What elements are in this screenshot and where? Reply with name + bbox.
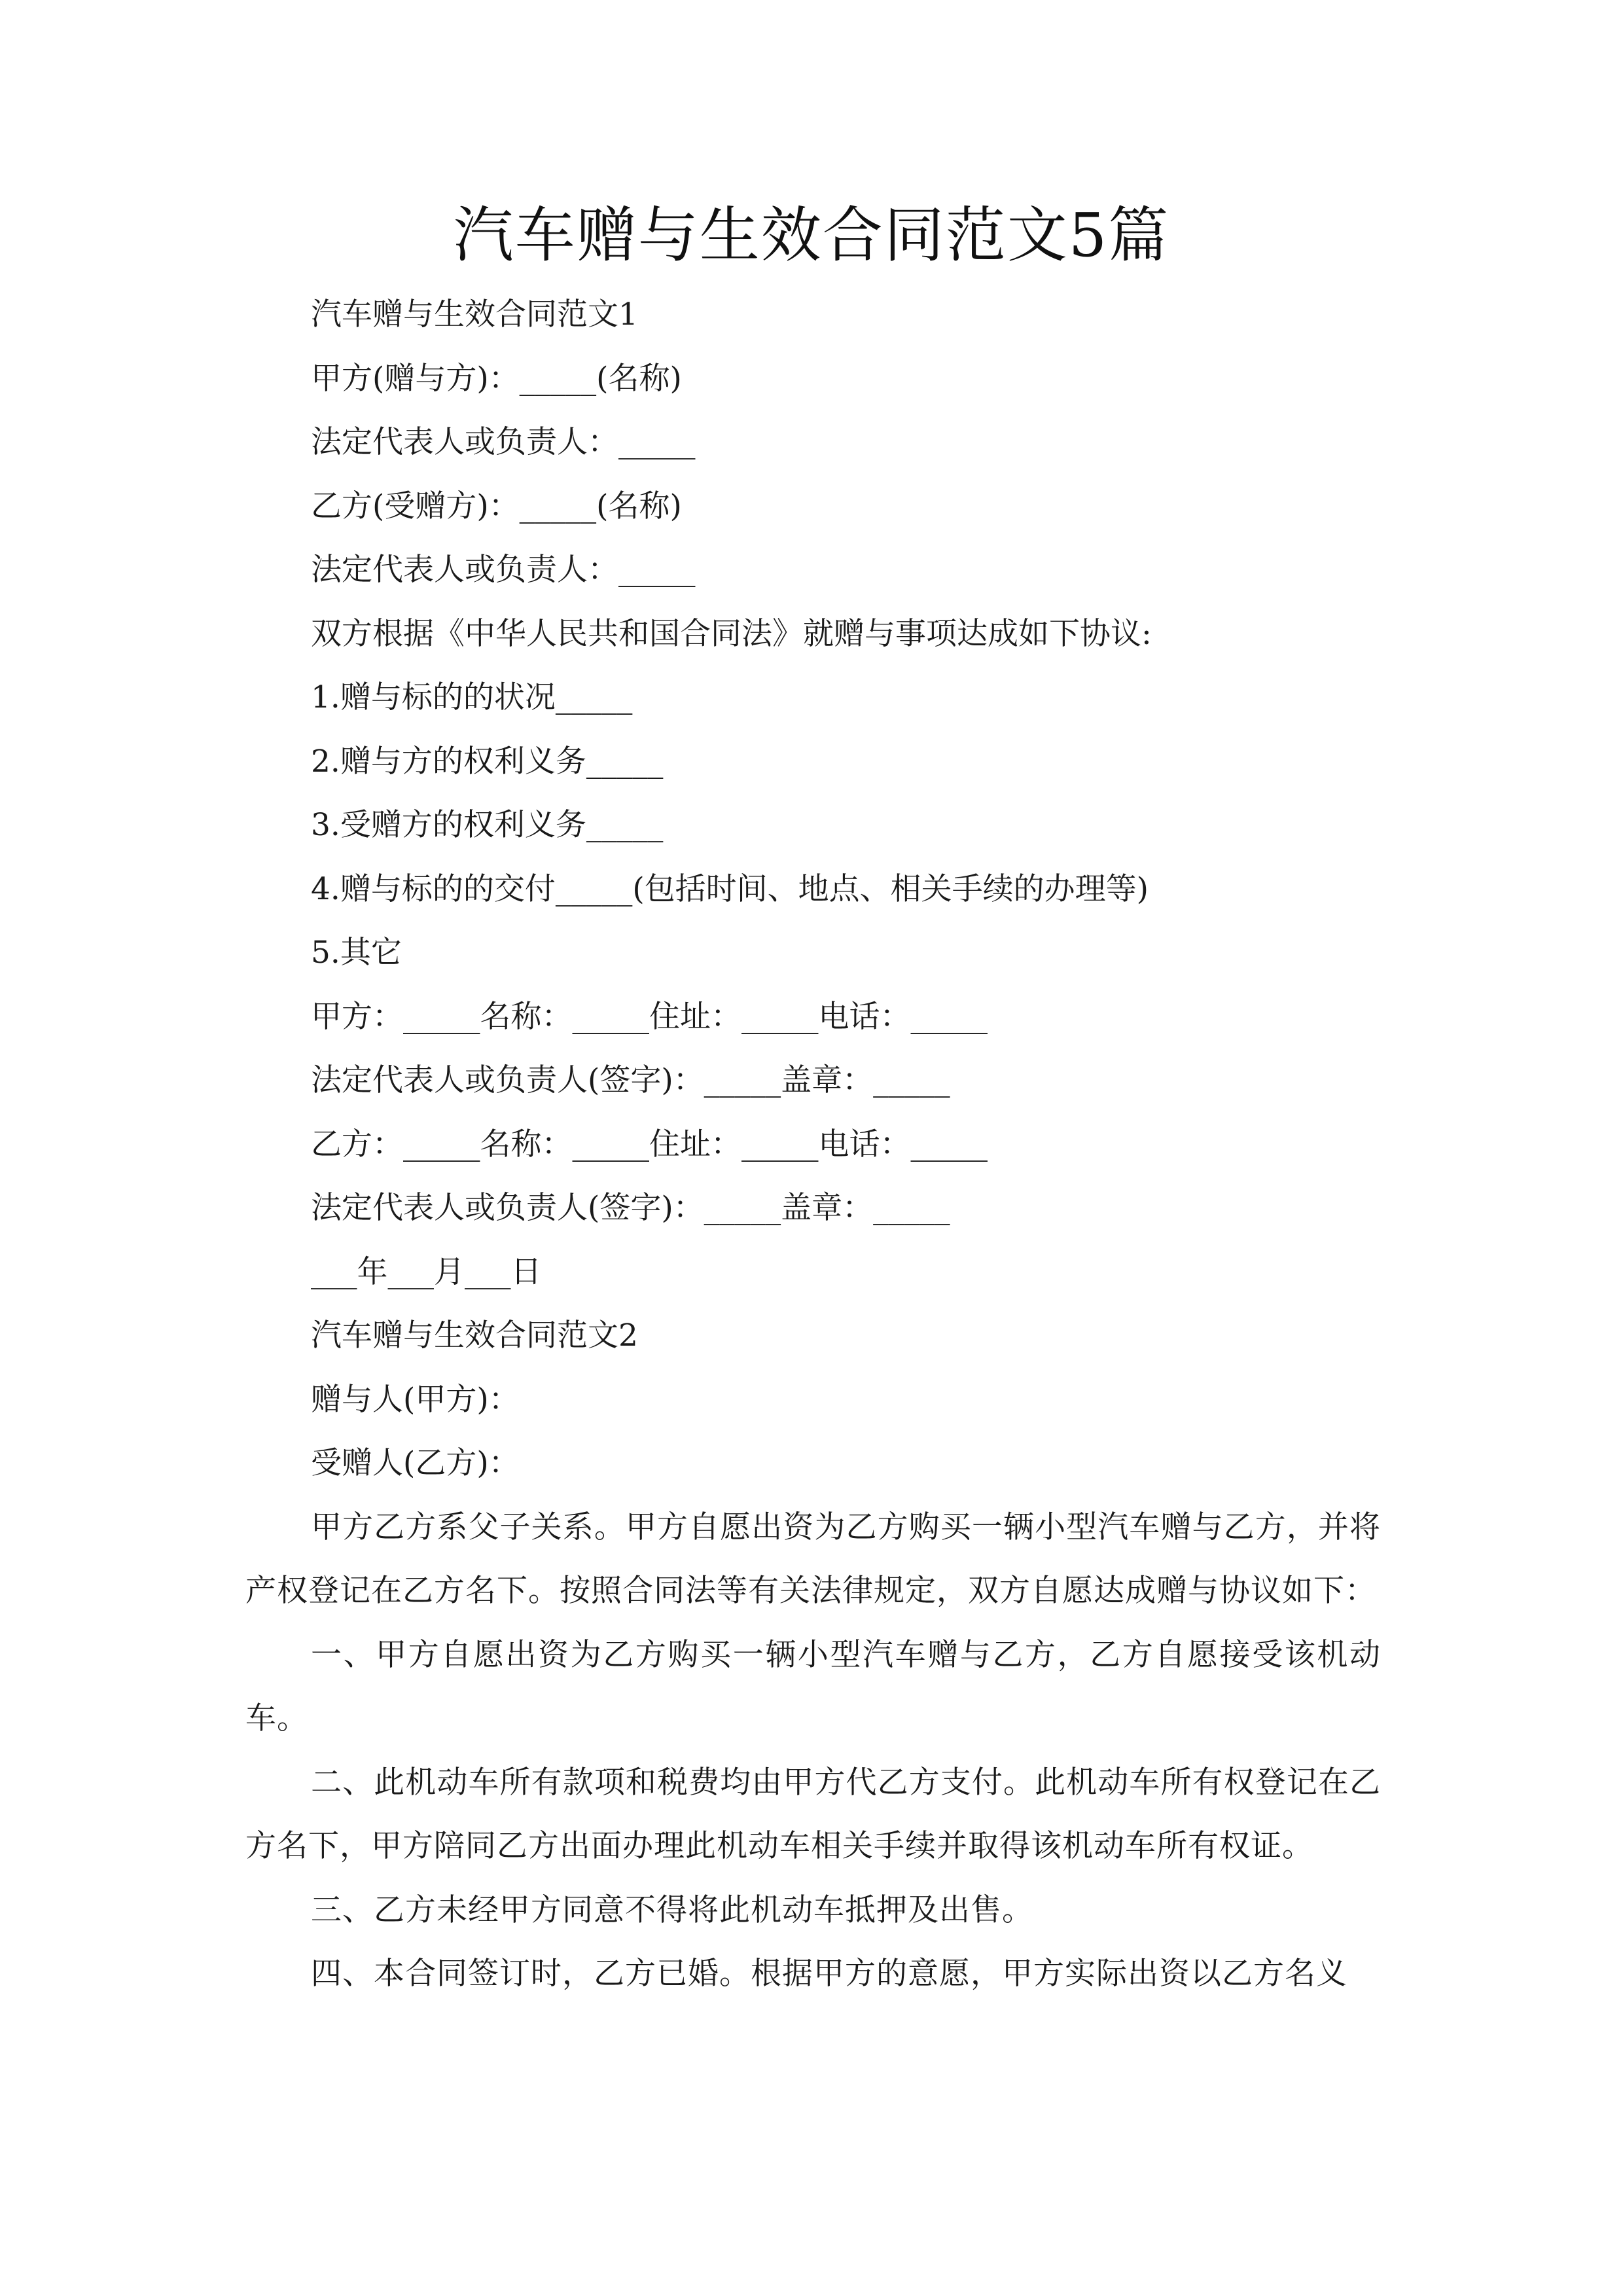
party-a-line: 甲方(赠与方)：_____(名称) — [311, 360, 682, 397]
section-heading-2: 汽车赠与生效合同范文2 — [311, 1318, 638, 1354]
party-b-signature-line: 乙方：_____名称：_____住址：_____电话：_____ — [311, 1126, 988, 1162]
body-paragraph: 一、甲方自愿出资为乙方购买一辆小型汽车赠与乙方，乙方自愿接受该机动车。 — [245, 1636, 1381, 1736]
clause-5: 5.其它 — [311, 935, 402, 971]
donor-line: 赠与人(甲方)： — [311, 1381, 520, 1418]
body-paragraph: 甲方乙方系父子关系。甲方自愿出资为乙方购买一辆小型汽车赠与乙方，并将产权登记在乙方名下。按照合同法等有关法律规定，双方自愿达成赠与协议如下： — [245, 1509, 1381, 1609]
clause-3: 3.受赠方的权利义务_____ — [311, 807, 664, 843]
clause-4: 4.赠与标的的交付_____(包括时间、地点、相关手续的办理等) — [311, 870, 1149, 907]
party-b-sign-seal-line: 法定代表人或负责人(签字)：_____盖章：_____ — [311, 1190, 950, 1226]
agreement-intro-line: 双方根据《中华人民共和国合同法》就赠与事项达成如下协议: — [311, 615, 1152, 652]
document-body — [245, 283, 1381, 2006]
body-paragraph: 二、此机动车所有款项和税费均由甲方代乙方支付。此机动车所有权登记在乙方名下，甲方陪同乙方出面办理此机动车相关手续并取得该机动车所有权证。 — [245, 1764, 1381, 1864]
body-paragraph: 三、乙方未经甲方同意不得将此机动车抵押及出售。 — [311, 1892, 1033, 1928]
document-title: 汽车赠与生效合同范文5篇 — [453, 200, 1170, 270]
clause-1: 1.赠与标的的状况_____ — [311, 679, 633, 715]
section-heading-1: 汽车赠与生效合同范文1 — [311, 296, 638, 332]
party-a-signature-line: 甲方：_____名称：_____住址：_____电话：_____ — [311, 998, 988, 1035]
body-paragraph: 四、本合同签订时，乙方已婚。根据甲方的意愿，甲方实际出资以乙方名义 — [311, 1956, 1347, 1992]
party-a-representative-line: 法定代表人或负责人：_____ — [311, 424, 696, 460]
party-b-line: 乙方(受赠方)：_____(名称) — [311, 488, 682, 524]
party-a-sign-seal-line: 法定代表人或负责人(签字)：_____盖章：_____ — [311, 1062, 950, 1098]
party-b-representative-line: 法定代表人或负责人：_____ — [311, 552, 696, 588]
clause-2: 2.赠与方的权利义务_____ — [311, 743, 664, 780]
donee-line: 受赠人(乙方)： — [311, 1445, 520, 1481]
date-line: ___年___月___日 — [311, 1253, 542, 1290]
